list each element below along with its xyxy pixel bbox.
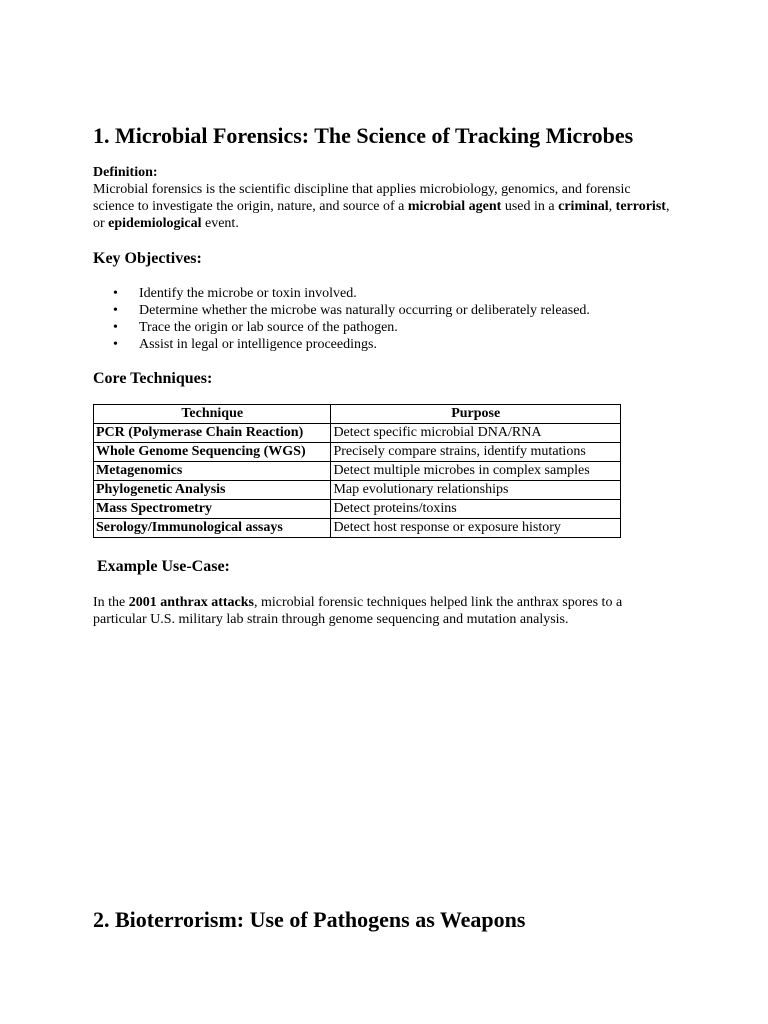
- example-text-1: In the: [93, 595, 129, 610]
- list-item: [93, 302, 590, 319]
- bullet-icon: •: [113, 337, 118, 352]
- example-text-2: , microbial forensic techniques helped link the anthrax spores to a particular U.S. military lab strain through genome sequencing and mutation analysis.: [93, 595, 623, 627]
- list-item: [93, 319, 590, 336]
- definition-paragraph: [93, 181, 673, 232]
- purpose-cell: Map evolutionary relationships: [331, 481, 621, 500]
- purpose-cell: Precisely compare strains, identify mutations: [331, 443, 621, 462]
- bullet-icon: •: [113, 320, 118, 335]
- definition-bold-epidemiological: epidemiological: [108, 216, 202, 231]
- purpose-cell: Detect multiple microbes in complex samples: [331, 462, 621, 481]
- table-row: [94, 424, 621, 443]
- techniques-table: [93, 404, 621, 538]
- technique-cell: Mass Spectrometry: [94, 500, 331, 519]
- definition-label: Definition:: [93, 165, 158, 180]
- list-item-text: Identify the microbe or toxin involved.: [139, 286, 357, 301]
- table-row: [94, 462, 621, 481]
- list-item: [93, 336, 590, 353]
- definition-text-2: used in a: [501, 199, 559, 214]
- bullet-icon: •: [113, 286, 118, 301]
- technique-cell: Phylogenetic Analysis: [94, 481, 331, 500]
- column-header-technique: Technique: [94, 405, 331, 424]
- definition-text-1: Microbial forensics is the scientific discipline that applies microbiology, genomics, and forensic science to investigate the origin, nature, and source of a: [93, 182, 631, 214]
- table-header-row: [94, 405, 621, 424]
- technique-cell: Serology/Immunological assays: [94, 519, 331, 538]
- definition-text-4: , or: [93, 199, 670, 231]
- example-paragraph: [93, 594, 673, 628]
- purpose-cell: Detect host response or exposure history: [331, 519, 621, 538]
- bullet-icon: •: [113, 303, 118, 318]
- technique-cell: Whole Genome Sequencing (WGS): [94, 443, 331, 462]
- example-use-case-heading: Example Use-Case:: [97, 558, 230, 575]
- definition-text-3: ,: [608, 199, 616, 214]
- objectives-list: [93, 285, 590, 353]
- purpose-cell: Detect specific microbial DNA/RNA: [331, 424, 621, 443]
- definition-bold-criminal: criminal: [558, 199, 609, 214]
- column-header-purpose: Purpose: [331, 405, 621, 424]
- definition-bold-terrorist: terrorist: [615, 199, 666, 214]
- section-2-title: 2. Bioterrorism: Use of Pathogens as Weapons: [93, 907, 526, 932]
- section-1-title: 1. Microbial Forensics: The Science of Tracking Microbes: [93, 123, 634, 148]
- definition-text-5: event.: [201, 216, 239, 231]
- table-row: [94, 500, 621, 519]
- list-item-text: Determine whether the microbe was naturally occurring or deliberately released.: [139, 303, 590, 318]
- list-item-text: Assist in legal or intelligence proceedings.: [139, 337, 377, 352]
- technique-cell: Metagenomics: [94, 462, 331, 481]
- purpose-cell: Detect proteins/toxins: [331, 500, 621, 519]
- table-row: [94, 519, 621, 538]
- table-row: [94, 443, 621, 462]
- core-techniques-heading: Core Techniques:: [93, 370, 213, 387]
- table-row: [94, 481, 621, 500]
- example-bold-anthrax-attacks: 2001 anthrax attacks: [128, 595, 254, 610]
- technique-cell: PCR (Polymerase Chain Reaction): [94, 424, 331, 443]
- list-item: [93, 285, 590, 302]
- key-objectives-heading: Key Objectives:: [93, 250, 202, 267]
- definition-bold-microbial-agent: microbial agent: [407, 199, 502, 214]
- list-item-text: Trace the origin or lab source of the pathogen.: [139, 320, 398, 335]
